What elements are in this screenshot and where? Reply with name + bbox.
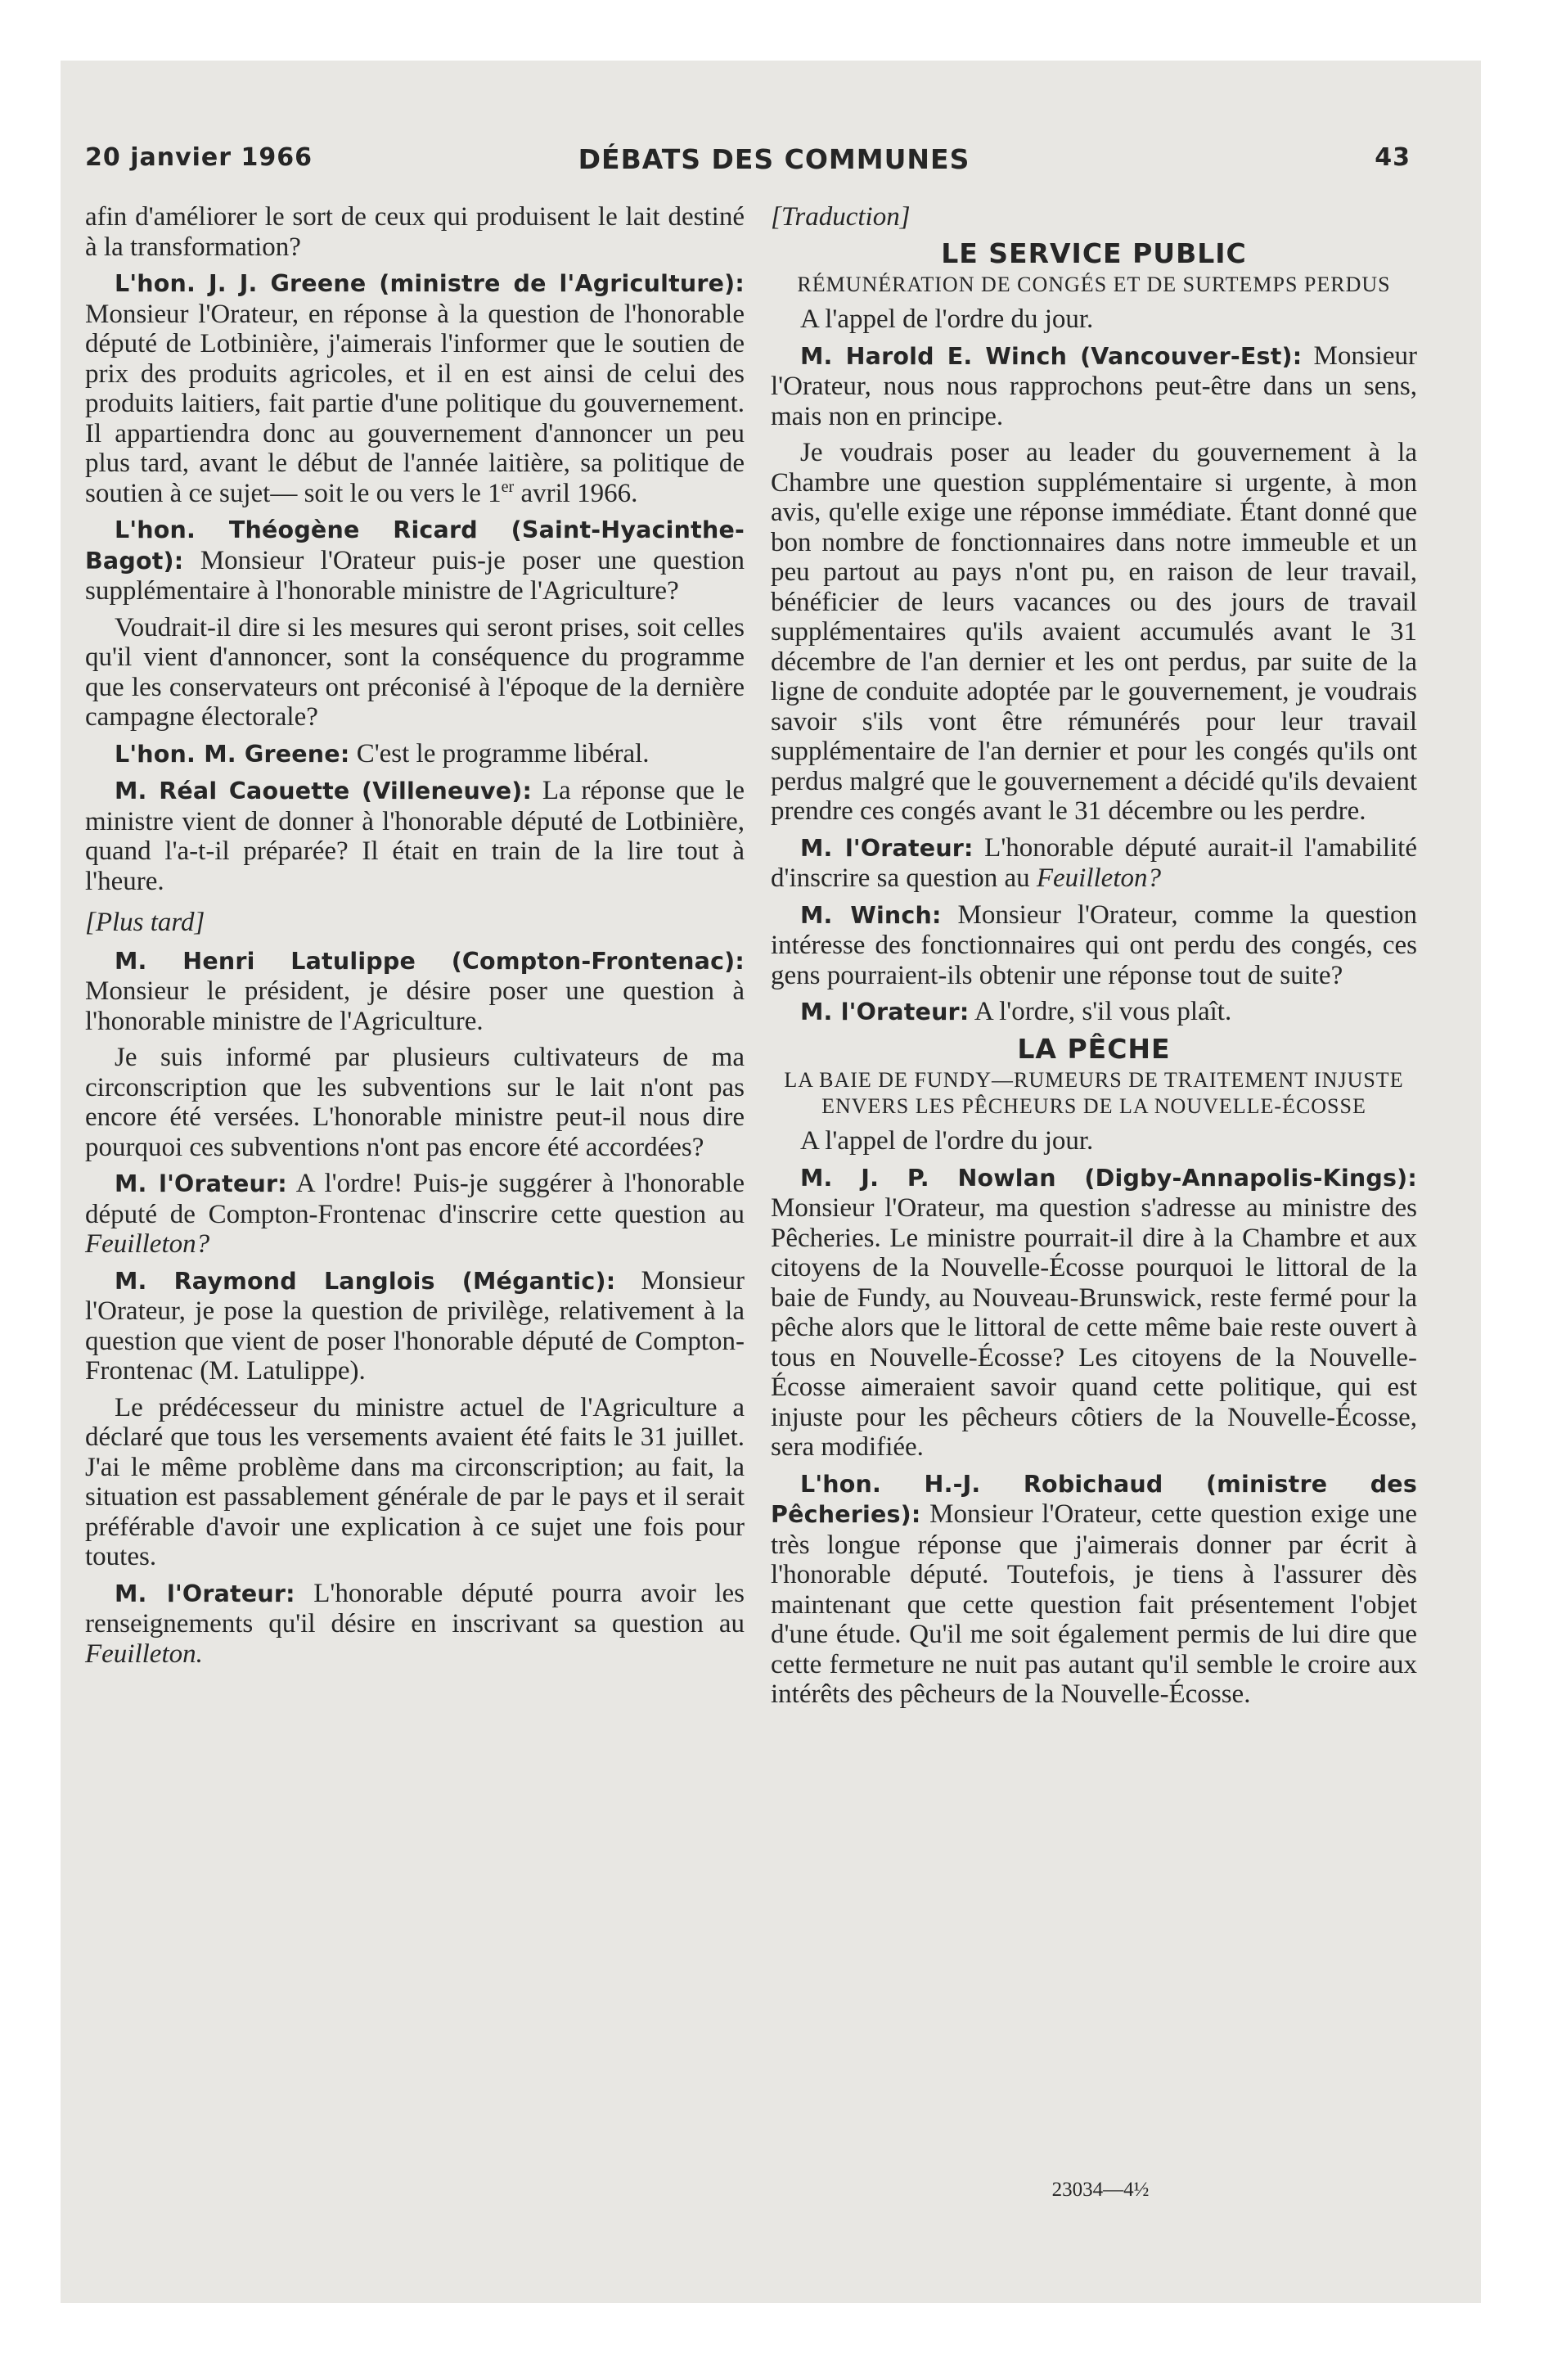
paragraph bbox=[771, 997, 1417, 1028]
procedural-note: [Plus tard] bbox=[85, 908, 205, 937]
page-number: 43 bbox=[1375, 143, 1411, 172]
paragraph bbox=[85, 776, 745, 896]
speech-text: A l'ordre, s'il vous plaît. bbox=[974, 997, 1232, 1026]
italic-text: Feuilleton? bbox=[85, 1229, 210, 1259]
paragraph bbox=[85, 1266, 745, 1386]
paragraph bbox=[85, 515, 745, 606]
speech-text: Monsieur le président, je désire poser une question à l'honorable ministre de l'Agriculture. bbox=[85, 976, 745, 1036]
speaker-name: M. l'Orateur: bbox=[115, 1170, 287, 1197]
speaker-name: M. J. P. Nowlan (Digby-Annapolis-Kings): bbox=[800, 1164, 1417, 1192]
speaker-name: L'hon. Théogène Ricard (Saint-Hyacinthe-Bagot): bbox=[85, 516, 745, 575]
speech-text: La réponse que le ministre vient de donner à l'honorable député de Lotbinière, quand l'a-t-il préparée? Il était en train de la lire tout à l'heure. bbox=[85, 776, 745, 896]
section-subheading: LA BAIE DE FUNDY—RUMEURS DE TRAITEMENT INJUSTE ENVERS LES PÊCHEURS DE LA NOUVELLE-ÉCOSSE bbox=[784, 1068, 1404, 1118]
paragraph bbox=[85, 739, 745, 770]
speaker-name: M. Raymond Langlois (Mégantic): bbox=[115, 1267, 616, 1295]
paragraph: Le prédécesseur du ministre actuel de l'Agriculture a déclaré que tous les versements avaient été faits le 31 juillet. J'ai le même problème dans ma circonscription; au fait, la situation est passablement générale de par le pays et il serait préférable d'avoir une explication à ce sujet une fois pour toutes. bbox=[85, 1392, 745, 1571]
paragraph: Voudrait-il dire si les mesures qui seront prises, soit celles qu'il vient d'annoncer, sont la conséquence du programme que les conservateurs ont préconisé à l'époque de la dernière campagne électorale? bbox=[85, 612, 745, 732]
superscript: er bbox=[501, 477, 515, 496]
speaker-name: M. Henri Latulippe (Compton-Frontenac): bbox=[115, 947, 745, 975]
paragraph bbox=[771, 1469, 1417, 1710]
paragraph bbox=[85, 1579, 745, 1670]
speaker-name: M. Harold E. Winch (Vancouver-Est): bbox=[800, 342, 1303, 370]
header-date: 20 janvier 1966 bbox=[85, 143, 313, 172]
speaker-name: M. l'Orateur: bbox=[800, 998, 970, 1025]
paragraph bbox=[85, 1169, 745, 1260]
speech-text: C'est le programme libéral. bbox=[356, 738, 650, 769]
paragraph bbox=[771, 833, 1417, 894]
section-heading: LA PÊCHE bbox=[1017, 1032, 1171, 1065]
header-title: DÉBATS DES COMMUNES bbox=[578, 143, 970, 175]
section-subheading: RÉMUNÉRATION DE CONGÉS ET DE SURTEMPS PERDUS bbox=[797, 273, 1391, 296]
speaker-name: M. Réal Caouette (Villeneuve): bbox=[115, 778, 533, 805]
speaker-name: M. l'Orateur: bbox=[800, 834, 974, 862]
footer-code: 23034—4½ bbox=[1051, 2179, 1150, 2201]
paragraph bbox=[771, 341, 1417, 432]
section-heading: LE SERVICE PUBLIC bbox=[941, 237, 1247, 269]
speech-text: Monsieur l'Orateur puis-je poser une question supplémentaire à l'honorable ministre de l'Agriculture? bbox=[85, 545, 745, 606]
left-column bbox=[85, 202, 745, 1675]
italic-text: Feuilleton? bbox=[1036, 863, 1162, 893]
paragraph bbox=[771, 1163, 1417, 1463]
speech-text: Monsieur l'Orateur, nous nous rapprochons peut-être dans un sens, mais non en principe. bbox=[771, 340, 1417, 431]
speech-text: Monsieur l'Orateur, je pose la question de privilège, relativement à la question que vient de poser l'honorable député de Compton-Frontenac (M. Latulippe). bbox=[85, 1265, 745, 1386]
paragraph bbox=[771, 900, 1417, 991]
paragraph: Je voudrais poser au leader du gouvernement à la Chambre une question supplémentaire si urgente, à mon avis, qu'elle exige une réponse immédiate. Étant donné que bon nombre de fonctionnaires dans notre immeuble et un peu partout au pays n'ont pu, en raison de leur travail, bénéficier de leurs vacances ou des jours de travail supplémentaires qu'ils avaient accumulés avant le 31 décembre de l'an dernier et les ont perdus, par suite de la ligne de conduite adoptée par le gouvernement, je voudrais savoir s'ils vont être rémunérés pour leur travail supplémentaire de l'an dernier et pour les congés qu'ils ont perdus malgré que le gouvernement a décidé qu'ils devaient prendre ces congés avant le 31 décembre ou les perdre. bbox=[771, 438, 1417, 826]
speech-text: Monsieur l'Orateur, cette question exige une très longue réponse que j'aimerais donner par écrit à l'honorable député. Toutefois, je tiens à l'assurer dès maintenant que cette question fait présentement l'objet d'une étude. Qu'il me soit également permis de lui dire que cette fermeture ne nuit pas autant qu'il semble le croire aux intérêts des pêcheurs de la Nouvelle-Écosse. bbox=[771, 1499, 1417, 1709]
paragraph bbox=[85, 946, 745, 1037]
procedural-note: [Traduction] bbox=[771, 202, 911, 232]
speech-text: avril 1966. bbox=[514, 478, 638, 508]
right-column bbox=[771, 202, 1417, 1716]
speech-text: Monsieur l'Orateur, comme la question intéresse des fonctionnaires qui ont perdu des congés, ces gens pourraient-ils obtenir une réponse tout de suite? bbox=[771, 899, 1418, 990]
paragraph: afin d'améliorer le sort de ceux qui produisent le lait destiné à la transformation? bbox=[85, 202, 745, 262]
paragraph: A l'appel de l'ordre du jour. bbox=[800, 304, 1094, 334]
speaker-name: M. Winch: bbox=[800, 901, 942, 929]
speech-text: A l'ordre! Puis-je suggérer à l'honorable député de Compton-Frontenac d'inscrire cette question au bbox=[85, 1169, 745, 1229]
speech-text: L'honorable député pourra avoir les renseignements qu'il désire en inscrivant sa question au bbox=[85, 1578, 745, 1639]
italic-text: Feuilleton. bbox=[85, 1639, 203, 1669]
speaker-name: L'hon. J. J. Greene (ministre de l'Agriculture): bbox=[115, 270, 745, 297]
speech-text: Monsieur l'Orateur, en réponse à la question de l'honorable député de Lotbinière, j'aimerais l'informer que le soutien de prix des produits agricoles, et il en est ainsi de celui des produits laitiers, fait partie d'une politique du gouvernement. Il appartiendra donc au gouvernement d'annoncer un peu plus tard, avant le début de l'année laitière, sa politique de soutien à ce sujet— soit le ou vers le 1 bbox=[85, 299, 745, 508]
speaker-name: L'hon. M. Greene: bbox=[115, 740, 350, 768]
paragraph: Je suis informé par plusieurs cultivateurs de ma circonscription que les subventions sur le lait n'ont pas encore été versées. L'honorable ministre peut-il nous dire pourquoi ces subventions n'ont pas encore été accordées? bbox=[85, 1043, 745, 1162]
paragraph bbox=[85, 268, 745, 508]
speech-text: L'honorable député aurait-il l'amabilité d'inscrire sa question au bbox=[771, 832, 1417, 893]
speaker-name: M. l'Orateur: bbox=[115, 1580, 295, 1607]
speaker-name: L'hon. H.-J. Robichaud (ministre des Pêcheries): bbox=[771, 1470, 1417, 1528]
speech-text: Monsieur l'Orateur, ma question s'adresse au ministre des Pêcheries. Le ministre pourrait-il dire à la Chambre et aux citoyens de la Nouvelle-Écosse pourquoi le littoral de la baie de Fundy, au Nouveau-Brunswick, reste fermé pour la pêche alors que le littoral de cette même baie reste ouvert à tous en Nouvelle-Écosse? Les citoyens de la Nouvelle-Écosse aimeraient savoir quand cette politique, qui est injuste pour les pêcheurs côtiers de la Nouvelle-Écosse, sera modifiée. bbox=[771, 1193, 1417, 1462]
paragraph: A l'appel de l'ordre du jour. bbox=[800, 1126, 1094, 1156]
